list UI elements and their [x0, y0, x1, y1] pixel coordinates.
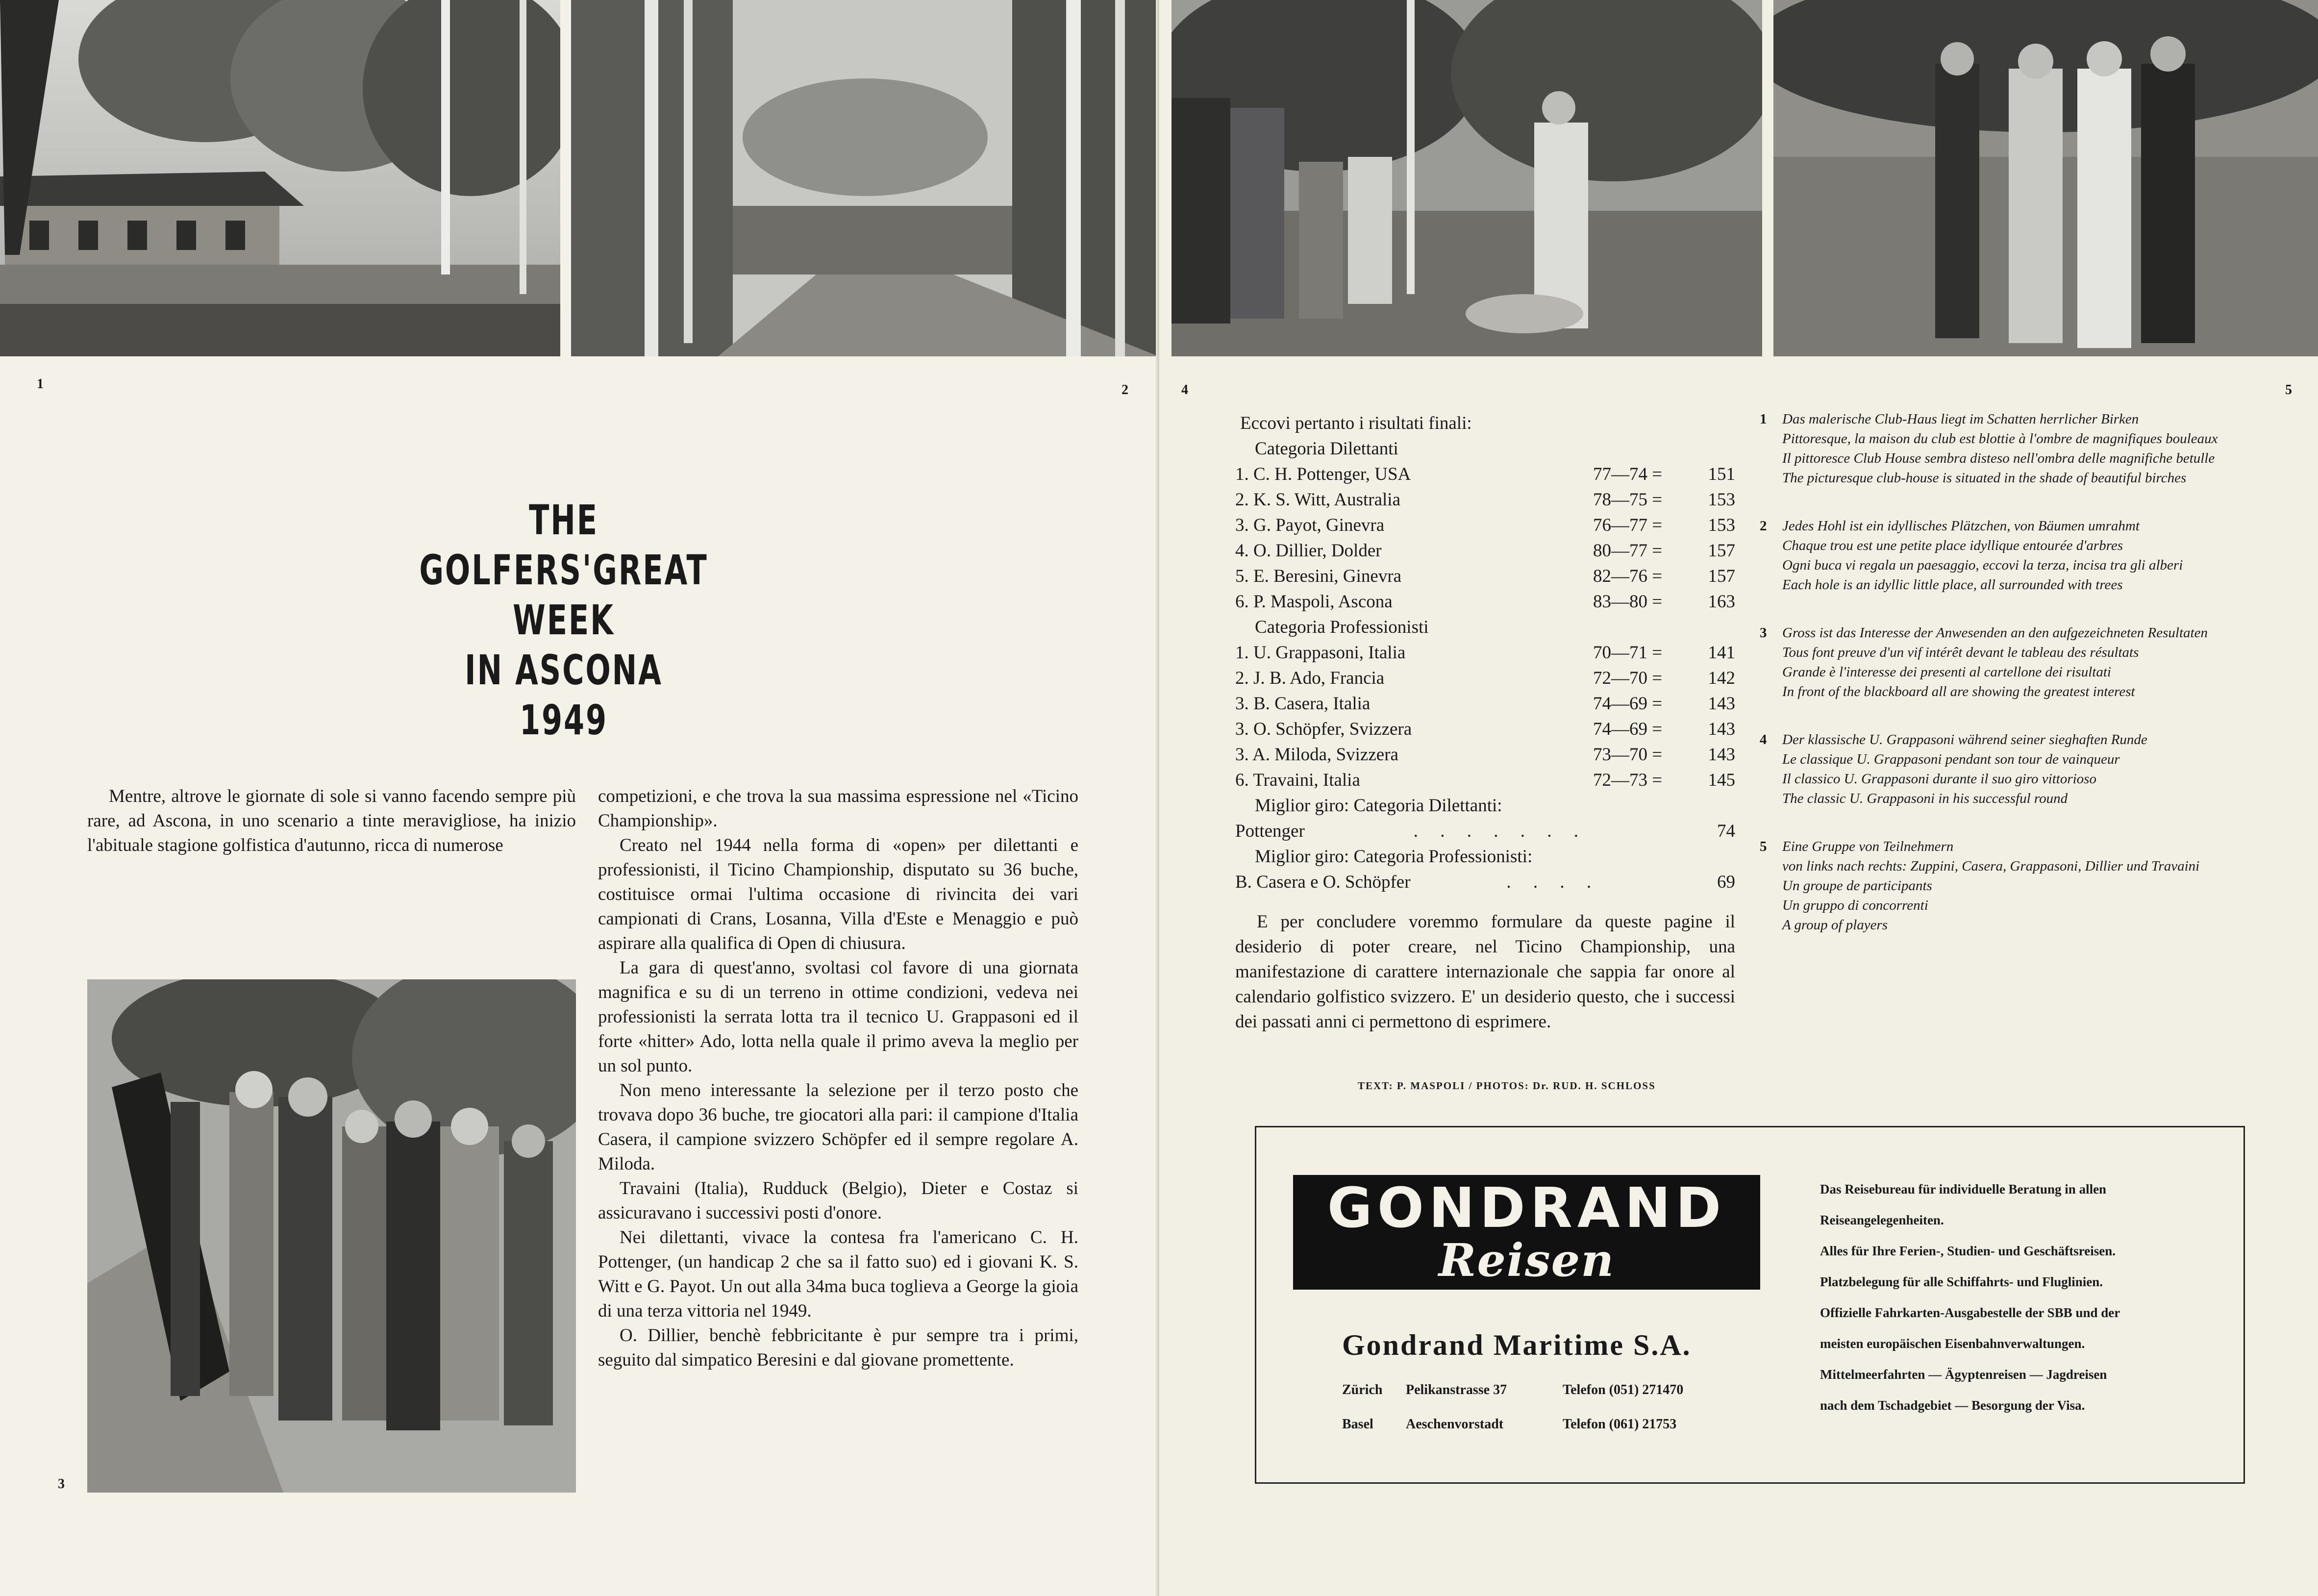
results-intro: Eccovi pertanto i risultati finali: [1240, 413, 1472, 433]
photo-1-club-house [0, 0, 560, 356]
article-paragraph: Creato nel 1944 nella forma di «open» per dilettanti e professionisti, il Ticino Championship, disputato su 36 buche, costituisce ormai l'ultima occasione di rivincita dei vari campionati di Crans, Losanna, Villa d'Este e Menaggio e può aspirare alla qualifica di Open di chiusura. [598, 835, 1078, 953]
page-number-3: 3 [58, 1476, 65, 1492]
caption-1: 1 Das malerische Club-Haus liegt im Schatten herrlicher Birken Pittoresque, la maison du club est blottie à l'ombre de magnifiques bouleaux Il pittoresce Club House sembra disteso nell'ombra delle magnifiche betulle The picturesque club-house is situated in the shade of beautiful birches [1760, 411, 2218, 486]
page-number-5: 5 [2285, 382, 2292, 398]
article-column-1 [87, 784, 576, 858]
article-title [387, 495, 740, 745]
article-paragraph: La gara di quest'anno, svoltasi col favore di una giornata magnifica e su di un terreno in ottime condizioni, vedeva nei professionisti la serrata lotta tra il tecnico U. Grappasoni ed il forte «hitter» Ado, lotta nella quale il primo aveva la meglio per un sol punto. [598, 958, 1078, 1076]
ad-address-basel: Basel Aeschenvorstadt Telefon (061) 21753 [1342, 1417, 1677, 1432]
title-line-3: IN ASCONA [465, 646, 663, 694]
title-line-4: 1949 [520, 696, 608, 744]
results-row: 2. J. B. Ado, Francia 72—70 = 142 [1235, 668, 1735, 688]
results-row: 6. Travaini, Italia 72—73 = 145 [1235, 770, 1735, 790]
ad-services-text: Das Reisebureau für individuelle Beratung in allen Reiseangelegenheiten. Alles für Ihre Ferien-, Studien- und Geschäftsreisen. Platzbelegung für alle Schiffahrts- und Fluglinien. Offizielle Fahrkarten-Ausgabestelle der SBB und der meisten europäischen Eisenbahnverwaltungen. Mittelmeerfahrten — Ägyptenreisen — Jagdreisen nach dem Tschadgebiet — Besorgung der Visa. [1820, 1182, 2120, 1413]
results-row: 3. O. Schöpfer, Svizzera 74—69 = 143 [1235, 719, 1735, 739]
page-number-2: 2 [1122, 382, 1128, 398]
results-row: 1. C. H. Pottenger, USA 77—74 = 151 [1235, 464, 1735, 484]
photo-5-group-of-players [1773, 0, 2318, 356]
page-number-1: 1 [37, 376, 44, 392]
results-row: 1. U. Grappasoni, Italia 70—71 = 141 [1235, 643, 1735, 663]
article-paragraph: O. Dillier, benchè febbricitante è pur sempre tra i primi, seguito dal simpatico Beresini e dal giovane promettente. [598, 1325, 1078, 1370]
title-line-1: THE [529, 496, 598, 544]
caption-3: 3 Gross ist das Interesse der Anwesenden an den aufgezeichneten Resultaten Tous font preuve d'un vif intérêt devant le tableau des résultats Grande è l'interesse dei presenti al cartellone dei risultati In front of the blackboard all are showing the greatest interest [1760, 625, 2208, 699]
credits: TEXT: P. MASPOLI / PHOTOS: Dr. RUD. H. SCHLOSS [1358, 1080, 1656, 1092]
results-row: 3. B. Casera, Italia 74—69 = 143 [1235, 694, 1735, 714]
results-row: 6. P. Maspoli, Ascona 83—80 = 163 [1235, 592, 1735, 612]
article-column-2 [598, 784, 1078, 1372]
results-table [1235, 411, 1735, 895]
best-round-pro: B. Casera e O. Schöpfer . . . . 69 [1235, 872, 1735, 892]
caption-2: 2 Jedes Hohl ist ein idyllisches Plätzchen, von Bäumen umrahmt Chaque trou est une petite place idyllique entourée d'arbres Ogni buca vi regala un paesaggio, eccovi la terza, incisa tra gli alberi Each hole is an idyllic little place, all surrounded with trees [1760, 518, 2183, 593]
results-row: 5. E. Beresini, Ginevra 82—76 = 157 [1235, 566, 1735, 586]
results-row: 4. O. Dillier, Dolder 80—77 = 157 [1235, 541, 1735, 561]
ad-address-zurich: Zürich Pelikanstrasse 37 Telefon (051) 271470 [1342, 1382, 1684, 1397]
closing-paragraph: E per concludere voremmo formulare da queste pagine il desiderio di poter creare, nel Ticino Championship, una manifestazione di carattere internazionale che sappia far onore al calendario golfistico svizzero. E' un desiderio questo, che i successi dei passati anni ci permettono di esprimere. [1235, 912, 1735, 1032]
results-row: 2. K. S. Witt, Australia 78—75 = 153 [1235, 490, 1735, 510]
photo-4-golfer-swing [1171, 0, 1762, 356]
best-round-pro-label: Miglior giro: Categoria Professionisti: [1255, 847, 1533, 867]
article-paragraph: competizioni, e che trova la sua massima espressione nel «Ticino Championship». [598, 786, 1078, 831]
photo-2-birch-fairway [571, 0, 1159, 356]
gondrand-logo: GONDRAND Reisen [1293, 1175, 1760, 1290]
category-amateurs: Categoria Dilettanti [1255, 439, 1398, 459]
photo-3-blackboard-crowd [87, 979, 576, 1493]
ad-company-name: Gondrand Maritime S.A. [1342, 1329, 1692, 1361]
results-row: 3. G. Payot, Ginevra 76—77 = 153 [1235, 515, 1735, 535]
title-line-2: GOLFERS'GREAT WEEK [419, 546, 708, 644]
caption-5: 5 Eine Gruppe von Teilnehmern von links nach rechts: Zuppini, Casera, Grappasoni, Dillier und Travaini Un groupe de participants Un gruppo di concorrenti A group of players [1760, 839, 2200, 933]
gondrand-advertisement [1255, 1126, 2245, 1484]
article-paragraph: Mentre, altrove le giornate di sole si vanno facendo sempre più rare, ad Ascona, in uno scenario a tinte meravigliose, ha inizio l'abituale stagione golfistica d'autunno, ricca di numerose [87, 786, 576, 855]
page-number-4: 4 [1181, 382, 1188, 398]
category-pros: Categoria Professionisti [1255, 617, 1429, 637]
caption-4: 4 Der klassische U. Grappasoni während seiner sieghaften Runde Le classique U. Grappasoni pendant son tour de vainqueur Il classico U. Grappasoni durante il suo giro vittorioso The classic U. Grappasoni in his successful round [1760, 732, 2147, 806]
article-paragraph: Nei dilettanti, vivace la contesa fra l'americano C. H. Pottenger, (un handicap 2 che sa il fatto suo) ed i giovani K. S. Witt e G. Payot. Un out alla 34ma buca toglieva a George la gioia di una terza vittoria nel 1949. [598, 1227, 1078, 1321]
article-paragraph: Non meno interessante la selezione per il terzo posto che trovava dopo 36 buche, tre giocatori alla pari: il campione d'Italia Casera, il campione svizzero Schöpfer ed il sempre regolare A. Miloda. [598, 1080, 1078, 1174]
article-paragraph: Travaini (Italia), Rudduck (Belgio), Dieter e Costaz si assicuravano i successivi posti d'onore. [598, 1178, 1078, 1223]
photo-captions [1760, 409, 2250, 963]
best-round-amateur-label: Miglior giro: Categoria Dilettanti: [1255, 796, 1502, 816]
results-row: 3. A. Miloda, Svizzera 73—70 = 143 [1235, 745, 1735, 765]
best-round-amateur: Pottenger . . . . . . . 74 [1235, 821, 1735, 841]
